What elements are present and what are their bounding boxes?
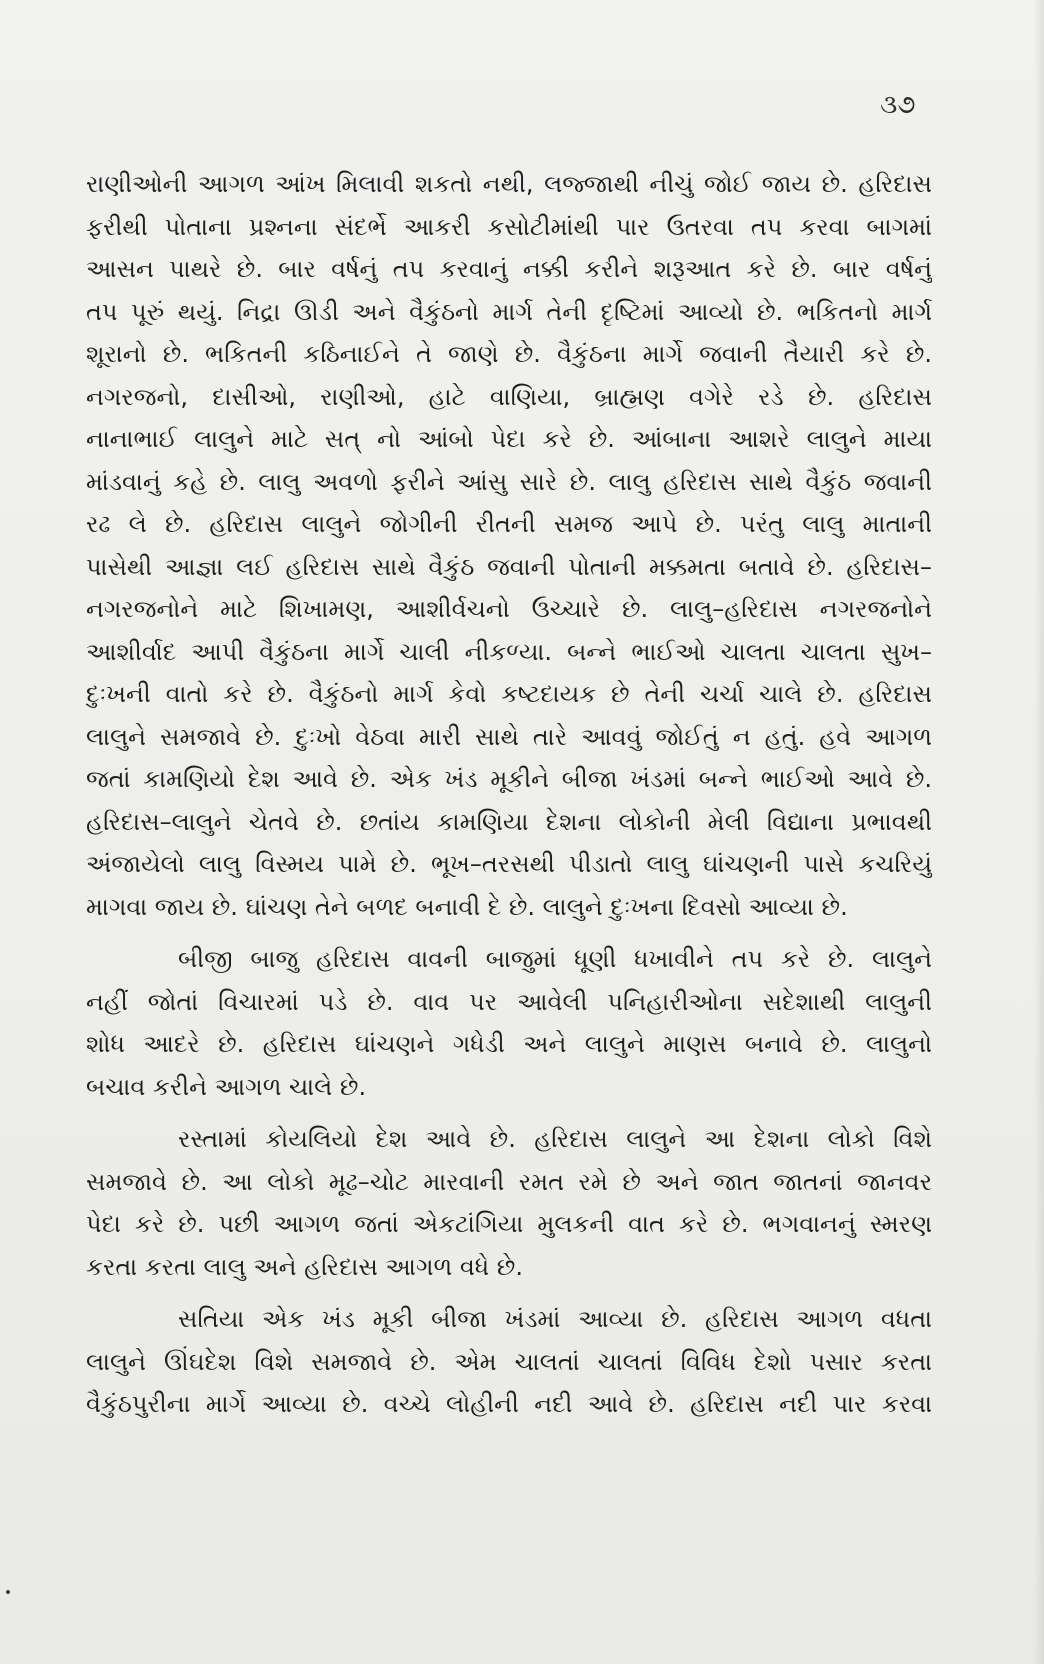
text-line: માંડવાનું કહે છે. લાલુ અવળો ફરીને આંસુ સારે છે. લાલુ હરિદાસ સાથે વૈકુંઠ જવાની — [86, 467, 932, 496]
page-number: ૩૭ — [880, 90, 916, 120]
scan-speck — [6, 1590, 10, 1594]
text-line: માગવા જાય છે. ઘાંચણ તેને બળદ બનાવી દે છે. લાલુને દુઃખના દિવસો આવ્યા છે. — [86, 892, 848, 921]
text-line: નગરજનો, દાસીઓ, રાણીઓ, હાટે વાણિયા, બ્રાહ્મણ વગેરે રડે છે. હરિદાસ — [86, 382, 932, 411]
body-text — [86, 163, 932, 1426]
text-line: વૈકુંઠપુરીના માર્ગે આવ્યા છે. વચ્ચે લોહીની નદી આવે છે. હરિદાસ નદી પાર કરવા — [86, 1390, 932, 1418]
text-line: દુઃખની વાતો કરે છે. વૈકુંઠનો માર્ગ કેવો કષ્ટદાયક છે તેની ચર્ચા ચાલે છે. હરિદાસ — [86, 680, 932, 708]
text-line: રસ્તામાં કોયલિયો દેશ આવે છે. હરિદાસ લાલુને આ દેશના લોકો વિશે — [178, 1125, 932, 1153]
text-line: રઢ લે છે. હરિદાસ લાલુને જોગીની રીતની સમજ આપે છે. પરંતુ લાલુ માતાની — [86, 510, 932, 538]
text-line: બચાવ કરીને આગળ ચાલે છે. — [86, 1072, 367, 1101]
text-line: સમજાવે છે. આ લોકો મૂઢ–ચોટ મારવાની રમત રમે છે અને જાત જાતનાં જાનવર — [86, 1167, 932, 1196]
paragraph-1 — [86, 163, 932, 928]
text-line: નાનાભાઈ લાલુને માટે સત્ નો આંબો પેદા કરે છે. આંબાના આશરે લાલુને માયા — [86, 425, 932, 453]
text-line: લાલુને સમજાવે છે. દુઃખો વેઠવા મારી સાથે તારે આવવું જોઈતું ન હતું. હવે આગળ — [86, 722, 932, 751]
text-line: બીજી બાજુ હરિદાસ વાવની બાજુમાં ધૂણી ધખાવીને તપ કરે છે. લાલુને — [178, 945, 932, 973]
text-line: આસન પાથરે છે. બાર વર્ષનું તપ કરવાનું નક્કી કરીને શરૂઆત કરે છે. બાર વર્ષનું — [86, 255, 932, 283]
text-line: અંજાયેલો લાલુ વિસ્મય પામે છે. ભૂખ–તરસથી પીડાતો લાલુ ઘાંચણની પાસે કચરિયું — [86, 850, 932, 878]
text-line: સતિયા એક ખંડ મૂકી બીજા ખંડમાં આવ્યા છે. હરિદાસ આગળ વધતા — [178, 1305, 932, 1333]
paragraph-3 — [86, 1118, 932, 1288]
text-line: કરતા કરતા લાલુ અને હરિદાસ આગળ વધે છે. — [86, 1252, 523, 1281]
text-line: આશીર્વાદ આપી વૈકુંઠના માર્ગે ચાલી નીકળ્યા. બન્ને ભાઈઓ ચાલતા ચાલતા સુખ– — [86, 637, 932, 666]
text-line: પાસેથી આજ્ઞા લઈ હરિદાસ સાથે વૈકુંઠ જવાની પોતાની મક્કમતા બતાવે છે. હરિદાસ– — [86, 552, 932, 581]
text-line: હરિદાસ–લાલુને ચેતવે છે. છતાંય કામણિયા દેશના લોકોની મેલી વિદ્યાના પ્રભાવથી — [86, 807, 932, 836]
text-line: શોધ આદરે છે. હરિદાસ ઘાંચણને ગધેડી અને લાલુને માણસ બનાવે છે. લાલુનો — [86, 1030, 932, 1058]
text-line: પેદા કરે છે. પછી આગળ જતાં એકટાંગિયા મુલકની વાત કરે છે. ભગવાનનું સ્મરણ — [86, 1210, 932, 1238]
text-line: ફરીથી પોતાના પ્રશ્નના સંદર્ભે આકરી કસોટીમાંથી પાર ઉતરવા તપ કરવા બાગમાં — [86, 212, 932, 241]
paragraph-2 — [86, 938, 932, 1108]
text-line: લાલુને ઊંઘદેશ વિશે સમજાવે છે. એમ ચાલતાં ચાલતાં વિવિધ દેશો પસાર કરતા — [86, 1347, 932, 1376]
text-line: નગરજનોને માટે શિખામણ, આશીર્વચનો ઉચ્ચારે છે. લાલુ–હરિદાસ નગરજનોને — [86, 595, 932, 623]
paragraph-4 — [86, 1298, 932, 1426]
text-line: રાણીઓની આગળ આંખ મિલાવી શકતો નથી, લજ્જાથી નીચું જોઈ જાય છે. હરિદાસ — [86, 170, 932, 198]
text-line: જતાં કામણિયો દેશ આવે છે. એક ખંડ મૂકીને બીજા ખંડમાં બન્ને ભાઈઓ આવે છે. — [86, 765, 932, 793]
text-line: શૂરાનો છે. ભકિતની કઠિનાઈને તે જાણે છે. વૈકુંઠના માર્ગે જવાની તૈયારી કરે છે. — [86, 340, 932, 368]
text-line: નહીં જોતાં વિચારમાં પડે છે. વાવ પર આવેલી પનિહારીઓના સદેશાથી લાલુની — [86, 987, 932, 1016]
text-line: તપ પૂરું થયું. નિદ્રા ઊડી અને વૈકુંઠનો માર્ગ તેની દૃષ્ટિમાં આવ્યો છે. ભકિતનો માર્ગ — [86, 297, 932, 326]
